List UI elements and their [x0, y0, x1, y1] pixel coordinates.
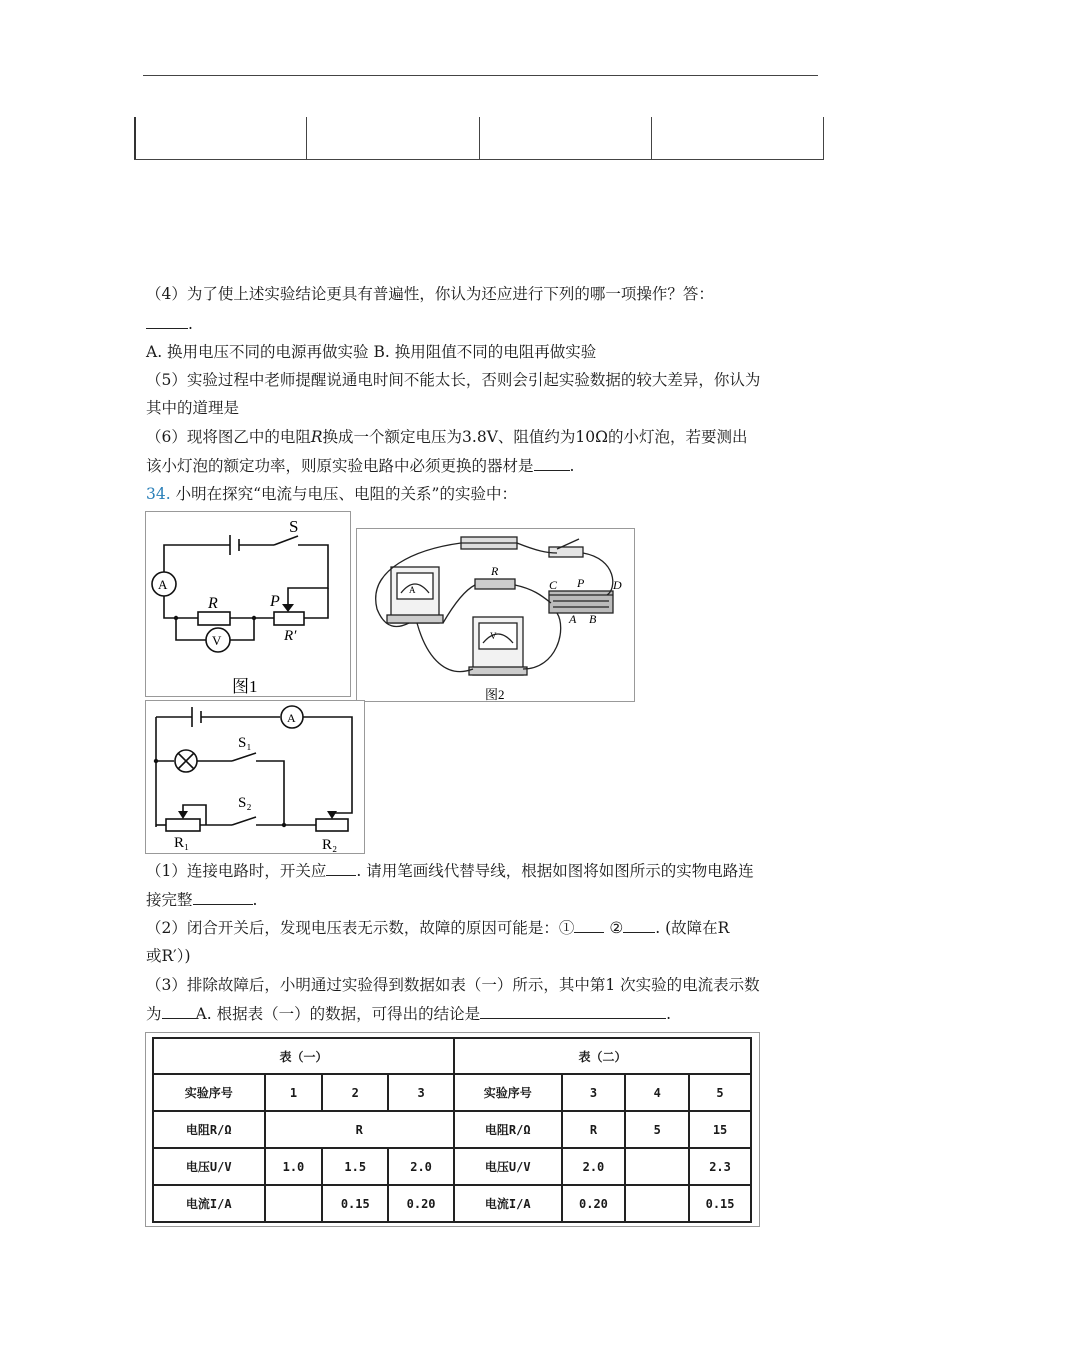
table-row	[153, 1148, 751, 1185]
table-cell: 1	[265, 1074, 323, 1111]
fig2-ammeter-letter: A	[409, 585, 416, 595]
table-cell	[479, 117, 480, 159]
previous-table-row	[134, 117, 824, 160]
ammeter-label: A	[158, 577, 168, 592]
sub1-line1: （1）连接电路时，开关应 . 请用笔画线代替导线，根据如图将如图所示的实物电路连	[146, 862, 754, 880]
table-cell: 电压U/V	[153, 1148, 265, 1185]
table-cell: 15	[689, 1111, 751, 1148]
fig2-terminal-p: P	[577, 576, 585, 590]
table-cell: 电阻R/Ω	[153, 1111, 265, 1148]
table-2-title: 表（二）	[454, 1038, 751, 1074]
answer-blank[interactable]	[623, 917, 655, 933]
answer-blank[interactable]	[162, 1003, 196, 1019]
voltmeter-label: V	[212, 633, 222, 648]
answer-blank[interactable]	[193, 889, 253, 905]
table-cell	[625, 1148, 689, 1185]
fig3-r2-label: R₂	[322, 837, 338, 853]
table-cell: 0.20	[388, 1185, 454, 1222]
fig3-switch-1-label: S₁	[238, 735, 252, 751]
q6-line2: 该小灯泡的额定功率，则原实验电路中必须更换的器材是 .	[146, 457, 575, 475]
table-cell	[823, 117, 824, 159]
fig2-voltmeter-letter: V	[490, 631, 497, 641]
table-cell: 4	[625, 1074, 689, 1111]
table-cell: 电压U/V	[454, 1148, 562, 1185]
fig2-terminal-d: D	[613, 578, 622, 592]
figure-2-caption: 图2	[485, 687, 505, 701]
q4-options: A. 换用电压不同的电源再做实验 B. 换用阻值不同的电阻再做实验	[146, 343, 597, 361]
q34-heading: 34. 小明在探究“电流与电压、电阻的关系”的实验中：	[146, 485, 517, 503]
table-cell: 实验序号	[454, 1074, 562, 1111]
figure-3-circuit	[145, 700, 365, 854]
answer-blank[interactable]	[480, 1003, 666, 1019]
answer-blank[interactable]	[574, 917, 604, 933]
table-cell: 5	[689, 1074, 751, 1111]
sub3-line2: 为 A. 根据表（一）的数据，可得出的结论是 .	[146, 1005, 672, 1023]
sub2-line2: 或R′）)	[146, 947, 191, 965]
table-cell: 实验序号	[153, 1074, 265, 1111]
rheostat-label: R′	[284, 628, 297, 644]
figure-1-circuit	[145, 511, 351, 697]
table-cell: 2	[322, 1074, 388, 1111]
switch-label: S	[289, 517, 299, 536]
q4-line1: （4）为了使上述实验结论更具有普遍性，你认为还应进行下列的哪一项操作？答：	[146, 285, 714, 303]
table-cell: 2.0	[562, 1148, 626, 1185]
fig3-r1-label: R₁	[174, 835, 190, 851]
table-row	[153, 1074, 751, 1111]
sub3-line1: （3）排除故障后，小明通过实验得到数据如表（一）所示，其中第1 次实验的电流表示数	[146, 976, 760, 994]
sub1-line2: 接完整 .	[146, 891, 258, 909]
table-cell: 1.0	[265, 1148, 323, 1185]
table-cell	[651, 117, 652, 159]
fig2-terminal-a: A	[569, 612, 577, 626]
table-cell	[134, 117, 136, 159]
q4-line2: .	[146, 313, 193, 334]
table-cell: R	[562, 1111, 626, 1148]
data-tables	[145, 1032, 760, 1227]
table-cell	[265, 1185, 323, 1222]
data-table	[152, 1037, 752, 1223]
table-cell: 1.5	[322, 1148, 388, 1185]
answer-blank[interactable]	[326, 860, 356, 876]
q5-line1: （5）实验过程中老师提醒说通电时间不能太长，否则会引起实验数据的较大差异，你认为	[146, 371, 761, 389]
table-cell: 3	[388, 1074, 454, 1111]
question-number: 34.	[146, 485, 171, 503]
q6-line1: （6）现将图乙中的电阻R换成一个额定电压为3.8V、阻值约为10Ω的小灯泡，若要测出	[146, 428, 748, 446]
slider-label: P	[270, 593, 280, 610]
table-cell: 0.15	[322, 1185, 388, 1222]
header-rule	[143, 75, 818, 76]
table-cell: 0.15	[689, 1185, 751, 1222]
table-row	[153, 1185, 751, 1222]
table-cell: 电阻R/Ω	[454, 1111, 562, 1148]
answer-blank[interactable]	[146, 313, 188, 329]
q5-line2: 其中的道理是	[146, 399, 240, 417]
table-cell: 电流I/A	[454, 1185, 562, 1222]
fig2-terminal-b: B	[589, 612, 597, 626]
table-cell: 2.0	[388, 1148, 454, 1185]
table-cell: 0.20	[562, 1185, 626, 1222]
table-cell: R	[265, 1111, 454, 1148]
sub2-line1: （2）闭合开关后，发现电压表无示数，故障的原因可能是：① ② . (故障在R	[146, 919, 730, 937]
fig3-switch-2-label: S₂	[238, 795, 252, 811]
resistor-label: R	[208, 595, 218, 612]
table-1-title: 表（一）	[153, 1038, 454, 1074]
table-title-row	[153, 1038, 751, 1074]
table-cell	[625, 1185, 689, 1222]
table-cell: 2.3	[689, 1148, 751, 1185]
fig3-ammeter-label: A	[287, 711, 296, 725]
table-cell: 3	[562, 1074, 626, 1111]
table-cell	[306, 117, 307, 159]
figure-1-caption: 图1	[232, 677, 258, 696]
answer-blank[interactable]	[534, 455, 570, 471]
fig2-resistor-label: R	[491, 564, 499, 578]
table-row	[153, 1111, 751, 1148]
fig2-terminal-c: C	[549, 578, 558, 592]
figure-2-physical-circuit	[356, 528, 635, 702]
table-cell: 5	[625, 1111, 689, 1148]
table-cell: 电流I/A	[153, 1185, 265, 1222]
